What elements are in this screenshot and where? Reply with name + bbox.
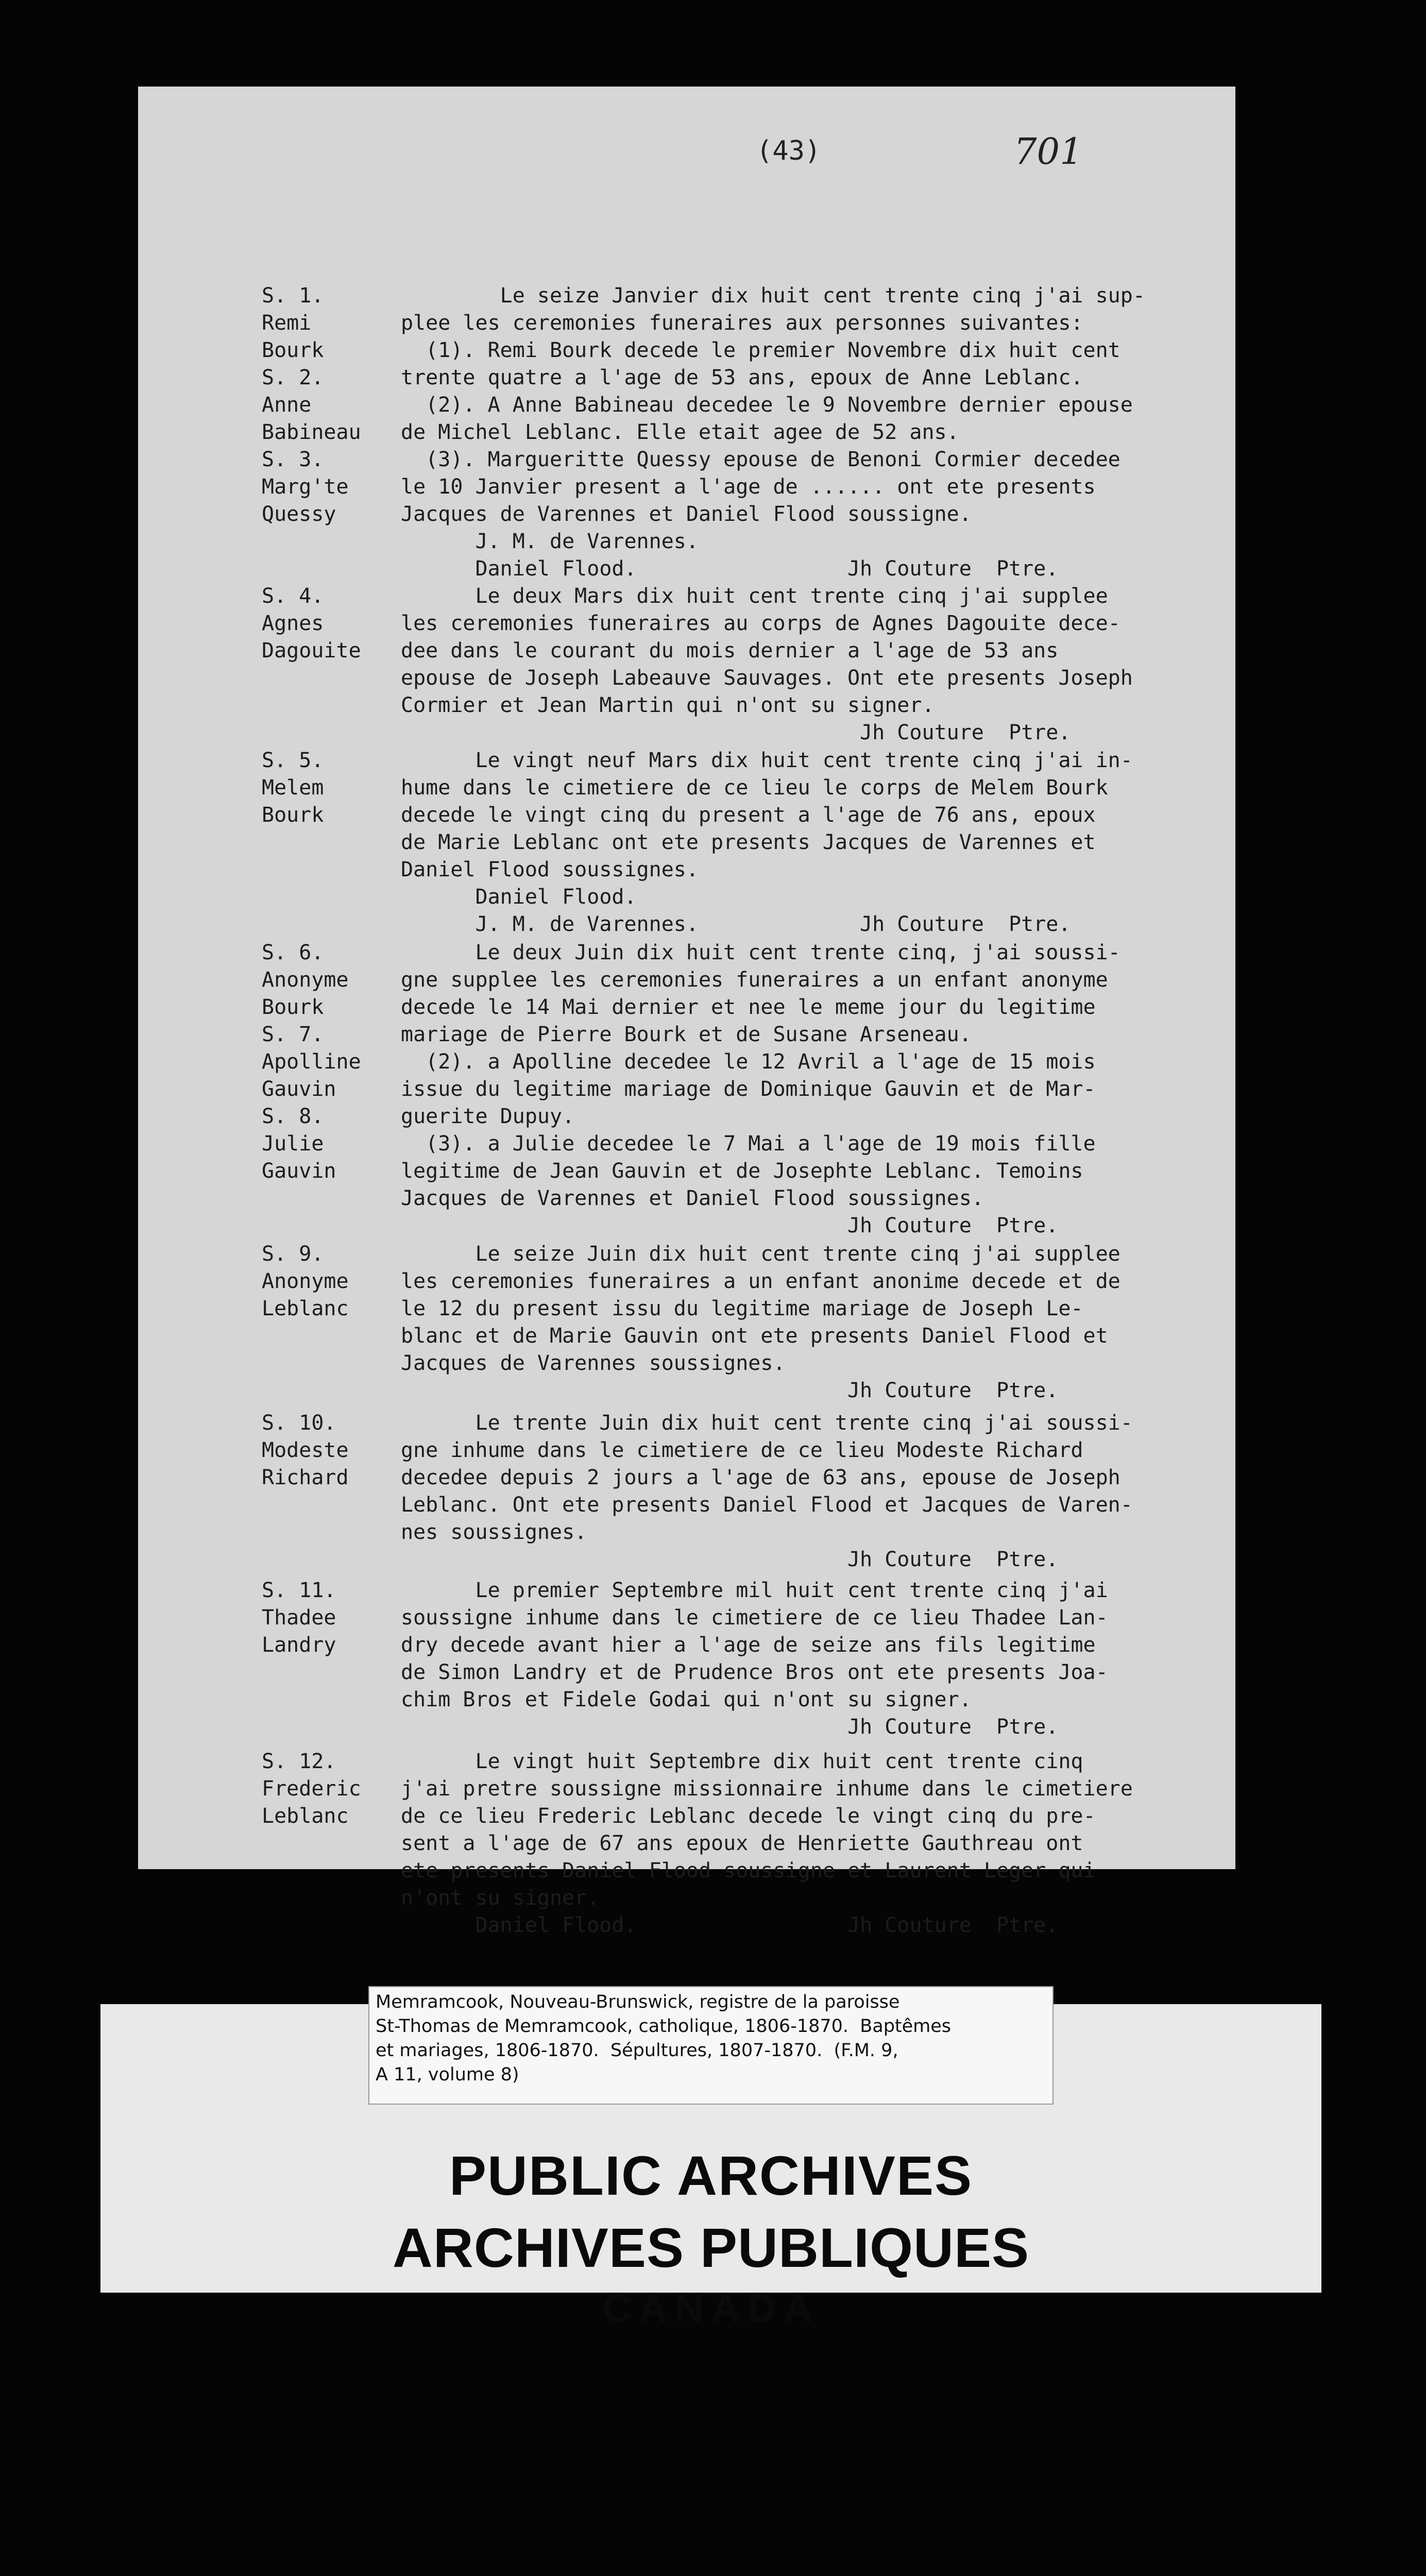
entry-margin: S. 1. Remi Bourk S. 2. Anne Babineau S. 3. Marg'te Quessy [262, 284, 361, 526]
handwritten-page-number: 701 [1014, 130, 1083, 173]
entries [138, 87, 1235, 1937]
entry-text: Le deux Juin dix huit cent trente cinq, j'ai soussi- gne supplee les ceremonies funeraires a un enfant anonyme decede le 14 Mai dernier et nee le meme jour du legitime mariage de Pierre Bourk et de Susane Arseneau. (2). a Apolline decedee le 12 Avril a l'age de 15 mois issue du legitime mariage de Dominique Gauvin et de Mar- guerite Dupuy. (3). a Julie decedee le 7 Mai a l'age de 19 mois fille legitime de Jean Gauvin et de Josephte Leblanc. Temoins Jacques de Varennes et Daniel Flood soussignes. Jh Couture Ptre. [401, 941, 1121, 1238]
entry-text: Le seize Janvier dix huit cent trente cinq j'ai sup- plee les ceremonies funeraires aux personnes suivantes: (1). Remi Bourk decede le premier Novembre dix huit cent trente quatre a l'age de 53 ans, epoux de Anne Leblanc. (2). A Anne Babineau decedee le 9 Novembre dernier epouse de Michel Leblanc. Elle etait agee de 52 ans. (3). Margueritte Quessy epouse de Benoni Cormier decedee le 10 Janvier present a l'age de ...... ont ete presents Jacques de Varennes et Daniel Flood soussigne. J. M. de Varennes. Daniel Flood. Jh Couture Ptre. [401, 284, 1145, 581]
entry-margin: S. 12. Frederic Leblanc [262, 1750, 361, 1828]
entry-text: Le vingt neuf Mars dix huit cent trente cinq j'ai in- hume dans le cimetiere de ce lieu le corps de Melem Bourk decede le vingt cinq du present a l'age de 76 ans, epoux de Marie Leblanc ont ete presents Jacques de Varennes et Daniel Flood soussignes. Daniel Flood. J. M. de Varennes. Jh Couture Ptre. [401, 749, 1133, 936]
entry-margin: S. 11. Thadee Landry [262, 1579, 336, 1657]
archives-title-en: PUBLIC ARCHIVES [449, 2144, 973, 2207]
entry-text: Le deux Mars dix huit cent trente cinq j'ai supplee les ceremonies funeraires au corps de Agnes Dagouite dece- dee dans le courant du mois dernier a l'age de 53 ans epouse de Joseph Labeauve Sauvages. Ont ete presents Joseph Cormier et Jean Martin qui n'ont su signer. Jh Couture Ptre. [401, 584, 1133, 744]
entry-text: Le premier Septembre mil huit cent trente cinq j'ai soussigne inhume dans le cimetiere de ce lieu Thadee Lan- dry decede avant hier a l'age de seize ans fils legitime de Simon Landry et de Prudence Bros ont ete presents Joa- chim Bros et Fidele Godai qui n'ont su signer. Jh Couture Ptre. [401, 1579, 1108, 1739]
page-number: (43) [756, 135, 821, 166]
entry-margin: S. 4. Agnes Dagouite [262, 584, 361, 663]
entry-text: Le seize Juin dix huit cent trente cinq j'ai supplee les ceremonies funeraires a un enfant anonime decede et de le 12 du present issu du legitime mariage de Joseph Le- blanc et de Marie Gauvin ont ete presents Daniel Flood et Jacques de Varennes soussignes. Jh Couture Ptre. [401, 1242, 1121, 1402]
entry-margin: S. 5. Melem Bourk [262, 749, 324, 827]
register-page [138, 87, 1235, 1937]
archive-reference-slip: Memramcook, Nouveau-Brunswick, registre de la paroisse St-Thomas de Memramcook, catholique, 1806-1870. Baptêmes et mariages, 1806-1870. Sépultures, 1807-1870. (F.M. 9, A 11, volume 8) [368, 1986, 1054, 2105]
archives-country: CANADA [602, 2285, 820, 2331]
entry-margin: S. 6. Anonyme Bourk S. 7. Apolline Gauvin S. 8. Julie Gauvin [262, 941, 361, 1183]
entry-margin: S. 9. Anonyme Leblanc [262, 1242, 349, 1320]
entry-text: Le trente Juin dix huit cent trente cinq j'ai soussi- gne inhume dans le cimetiere de ce lieu Modeste Richard decedee depuis 2 jours a l'age de 63 ans, epouse de Joseph Leblanc. Ont ete presents Daniel Flood et Jacques de Varen- nes soussignes. Jh Couture Ptre. [401, 1411, 1133, 1571]
entry-margin: S. 10. Modeste Richard [262, 1411, 349, 1489]
entry-text: Le vingt huit Septembre dix huit cent trente cinq j'ai pretre soussigne missionnaire inhume dans le cimetiere de ce lieu Frederic Leblanc decede le vingt cinq du pre- sent a l'age de 67 ans epoux de Henriette Gauthreau ont ete presents Daniel Flood soussigne et Laurent Leger qui n'ont su signer. Daniel Flood. Jh Couture Ptre. [401, 1750, 1133, 1937]
archives-title-fr: ARCHIVES PUBLIQUES [392, 2216, 1030, 2279]
